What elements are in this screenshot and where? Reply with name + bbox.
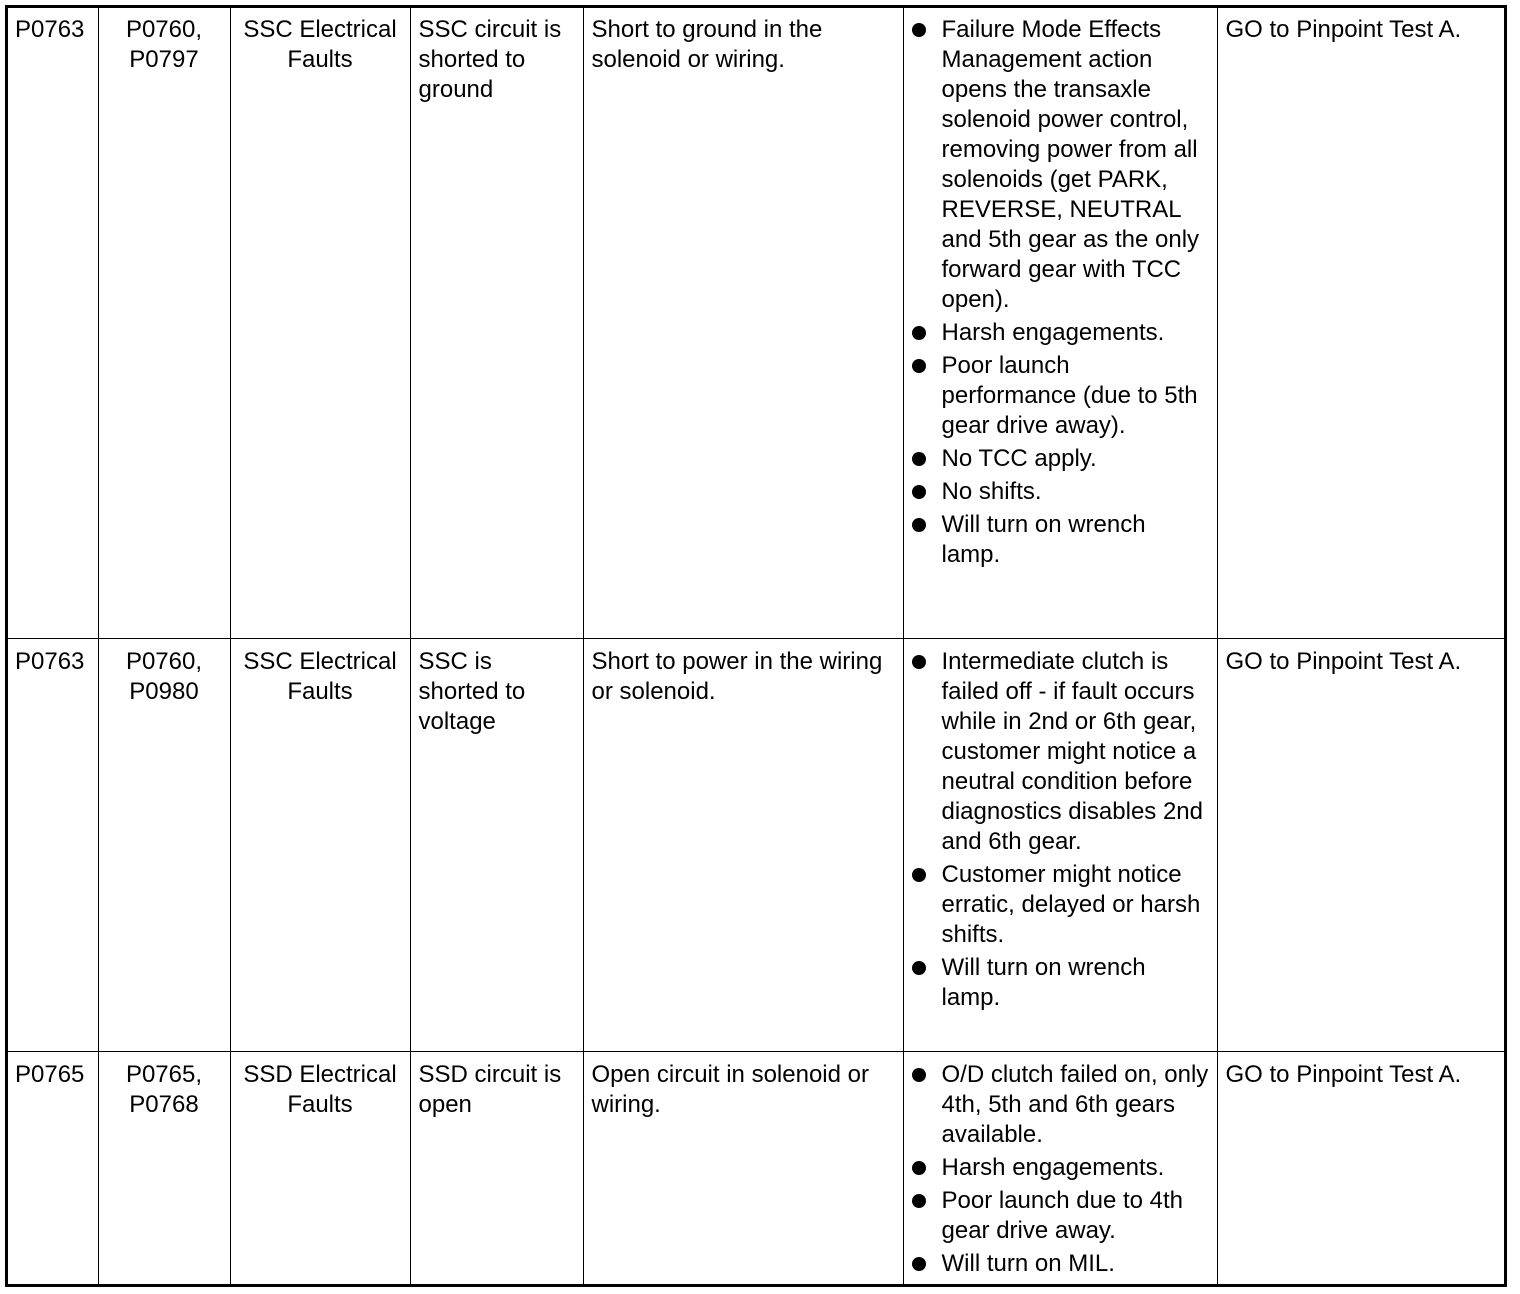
fault-category: SSD Electrical Faults (230, 1051, 410, 1285)
bullet-icon (912, 1194, 926, 1208)
dtc-code: P0765 (7, 1051, 98, 1285)
list-item: Intermediate clutch is failed off - if fault occurs while in 2nd or 6th gear, customer might notice a neutral condition before diagnostics disables 2nd and 6th gear. (912, 647, 1209, 857)
related-dtcs: P0760, P0797 (98, 7, 230, 638)
fault-effects (903, 7, 1217, 638)
fault-effects (903, 1051, 1217, 1285)
fault-category: SSC Electrical Faults (230, 7, 410, 638)
action-text: GO to Pinpoint Test A. (1217, 638, 1505, 1051)
action-text: GO to Pinpoint Test A. (1217, 1051, 1505, 1285)
table-row (7, 638, 1505, 1051)
list-item: Will turn on wrench lamp. (912, 953, 1209, 1013)
bullet-icon (912, 868, 926, 882)
list-item: Harsh engagements. (912, 318, 1209, 348)
fault-cause: Open circuit in solenoid or wiring. (583, 1051, 903, 1285)
fault-condition: SSC is shorted to voltage (410, 638, 583, 1051)
dtc-code: P0763 (15, 16, 85, 43)
bullet-icon (912, 326, 926, 340)
bullet-icon (912, 485, 926, 499)
list-item: Will turn on MIL. (912, 1249, 1209, 1279)
fault-category: SSC Electrical Faults (230, 638, 410, 1051)
list-item: Harsh engagements. (912, 1153, 1209, 1183)
fault-condition: SSC circuit is shorted to ground (410, 7, 583, 638)
dtc-table (7, 7, 1505, 1285)
list-item: O/D clutch failed on, only 4th, 5th and 6th gears available. (912, 1060, 1209, 1150)
list-item: No TCC apply. (912, 444, 1209, 474)
action-text: GO to Pinpoint Test A. (1217, 7, 1505, 638)
bullet-icon (912, 359, 926, 373)
bullet-icon (912, 655, 926, 669)
table-row (7, 7, 1505, 638)
bullet-icon (912, 1161, 926, 1175)
bullet-icon (912, 518, 926, 532)
fault-condition: SSD circuit is open (410, 1051, 583, 1285)
related-dtcs: P0760, P0980 (98, 638, 230, 1051)
fault-cause: Short to power in the wiring or solenoid. (583, 638, 903, 1051)
fault-effects (903, 638, 1217, 1051)
fault-cause: Short to ground in the solenoid or wiring. (583, 7, 903, 638)
dtc-code: P0763 (7, 638, 98, 1051)
related-dtcs: P0765, P0768 (98, 1051, 230, 1285)
bullet-icon (912, 23, 926, 37)
list-item: No shifts. (912, 477, 1209, 507)
list-item: Customer might notice erratic, delayed or harsh shifts. (912, 860, 1209, 950)
bullet-icon (912, 961, 926, 975)
list-item: Will turn on wrench lamp. (912, 510, 1209, 570)
table-row (7, 1051, 1505, 1285)
list-item: Poor launch performance (due to 5th gear drive away). (912, 351, 1209, 441)
bullet-icon (912, 452, 926, 466)
bullet-icon (912, 1068, 926, 1082)
bullet-icon (912, 1257, 926, 1271)
list-item: Poor launch due to 4th gear drive away. (912, 1186, 1209, 1246)
list-item: Failure Mode Effects Management action opens the transaxle solenoid power control, removing power from all solenoids (get PARK, REVERSE, NEUTRAL and 5th gear as the only forward gear with TCC open). (912, 15, 1209, 315)
